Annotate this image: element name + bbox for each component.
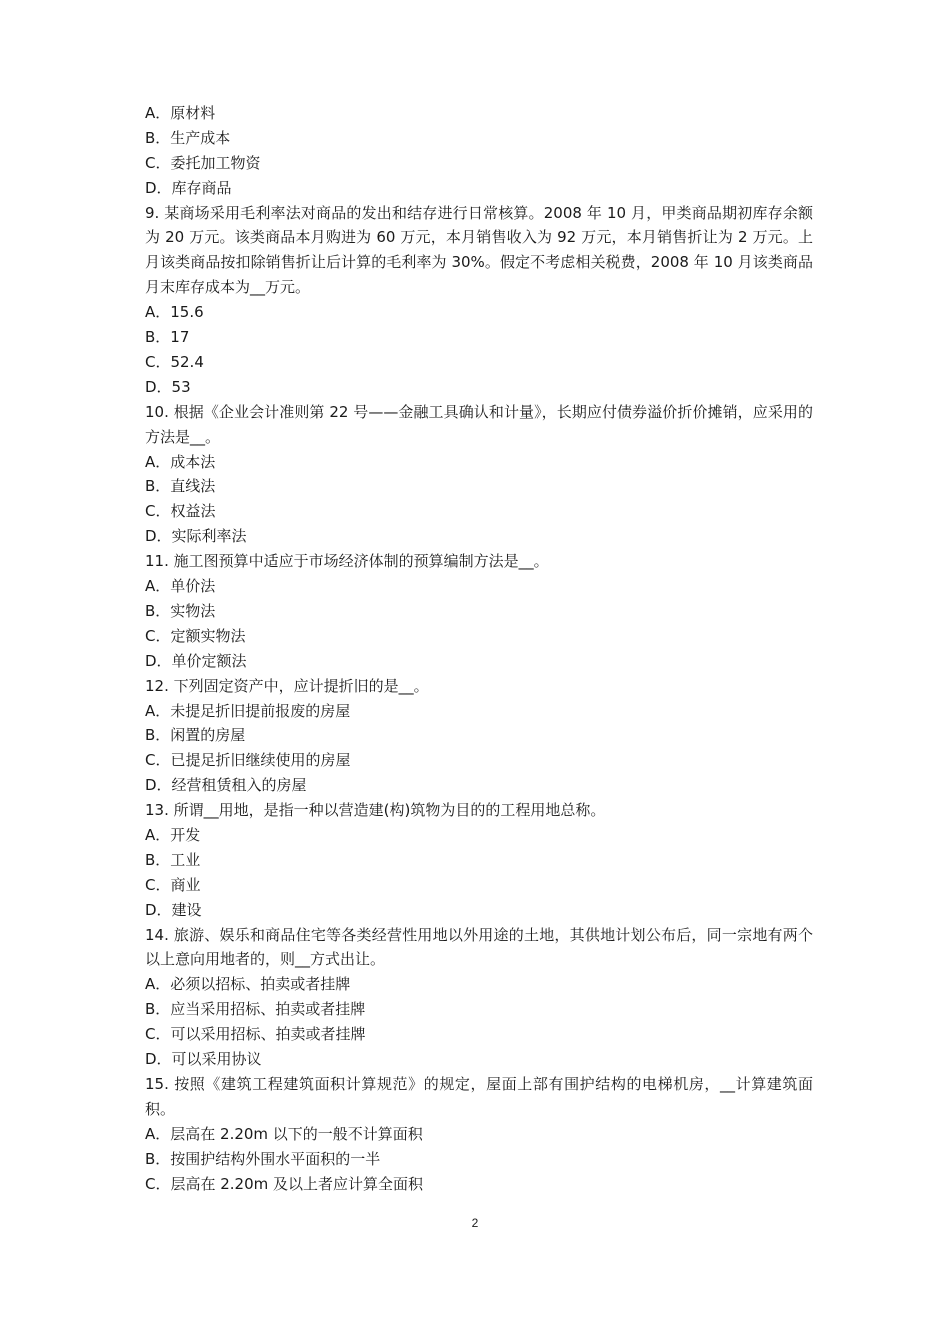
answer-option: D．建设 xyxy=(145,900,202,919)
answer-option: C．已提足折旧继续使用的房屋 xyxy=(145,751,351,770)
answer-option: A．未提足折旧提前报废的房屋 xyxy=(145,701,351,720)
page-number: 2 xyxy=(471,1216,479,1230)
answer-option: B．直线法 xyxy=(145,477,216,496)
answer-option: C．权益法 xyxy=(145,502,216,521)
answer-option: A．15.6 xyxy=(145,303,204,322)
answer-option: C．层高在 2.20m 及以上者应计算全面积 xyxy=(145,1174,424,1193)
answer-option: B．按围护结构外围水平面积的一半 xyxy=(145,1149,381,1168)
question-text: 9. 某商场采用毛利率法对商品的发出和结存进行日常核算。2008 年 10 月，甲类商品期初库存余额为 20 万元。该类商品本月购进为 60 万元，本月销售收入为 92 万元，本月销售折让为 2 万元。上月该类商品按扣除销售折让后计算的毛利率为 30%。假定不考虑相关税费，2008 年 10 月该类商品月末库存成本为__万元。 xyxy=(145,203,813,297)
answer-option: A．开发 xyxy=(145,825,201,844)
answer-option: A．单价法 xyxy=(145,577,216,596)
document-body xyxy=(145,101,813,1196)
answer-option: C．委托加工物资 xyxy=(145,153,261,172)
answer-option: D．单价定额法 xyxy=(145,651,247,670)
answer-option: C．商业 xyxy=(145,875,201,894)
answer-option: B．应当采用招标、拍卖或者挂牌 xyxy=(145,1000,366,1019)
answer-option: A．层高在 2.20m 以下的一般不计算面积 xyxy=(145,1124,423,1143)
answer-option: D．库存商品 xyxy=(145,178,232,197)
answer-option: D．实际利率法 xyxy=(145,527,247,546)
question-text: 15. 按照《建筑工程建筑面积计算规范》的规定，屋面上部有围护结构的电梯机房，__计算建筑面积。 xyxy=(145,1074,813,1118)
answer-option: A．必须以招标、拍卖或者挂牌 xyxy=(145,975,351,994)
answer-option: B．生产成本 xyxy=(145,128,231,147)
answer-option: C．52.4 xyxy=(145,352,204,371)
answer-option: B．工业 xyxy=(145,850,201,869)
answer-option: A．原材料 xyxy=(145,104,216,122)
question-text: 13. 所谓__用地，是指一种以营造建(构)筑物为目的的工程用地总称。 xyxy=(145,801,606,820)
answer-option: B．闲置的房屋 xyxy=(145,726,246,745)
answer-option: D．53 xyxy=(145,377,191,396)
question-text: 11. 施工图预算中适应于市场经济体制的预算编制方法是__。 xyxy=(145,552,549,571)
question-text: 10. 根据《企业会计准则第 22 号——金融工具确认和计量》，长期应付债券溢价折价摊销，应采用的方法是__。 xyxy=(145,402,813,446)
question-text: 12. 下列固定资产中，应计提折旧的是__。 xyxy=(145,676,429,695)
question-text: 14. 旅游、娱乐和商品住宅等各类经营性用地以外用途的土地，其供地计划公布后，同一宗地有两个以上意向用地者的，则__方式出让。 xyxy=(145,925,813,969)
answer-option: C．可以采用招标、拍卖或者挂牌 xyxy=(145,1025,366,1044)
answer-option: D．可以采用协议 xyxy=(145,1050,262,1069)
answer-option: B．17 xyxy=(145,328,190,347)
answer-option: D．经营租赁租入的房屋 xyxy=(145,776,307,795)
answer-option: C．定额实物法 xyxy=(145,626,246,645)
answer-option: A．成本法 xyxy=(145,452,216,471)
answer-option: B．实物法 xyxy=(145,601,216,620)
